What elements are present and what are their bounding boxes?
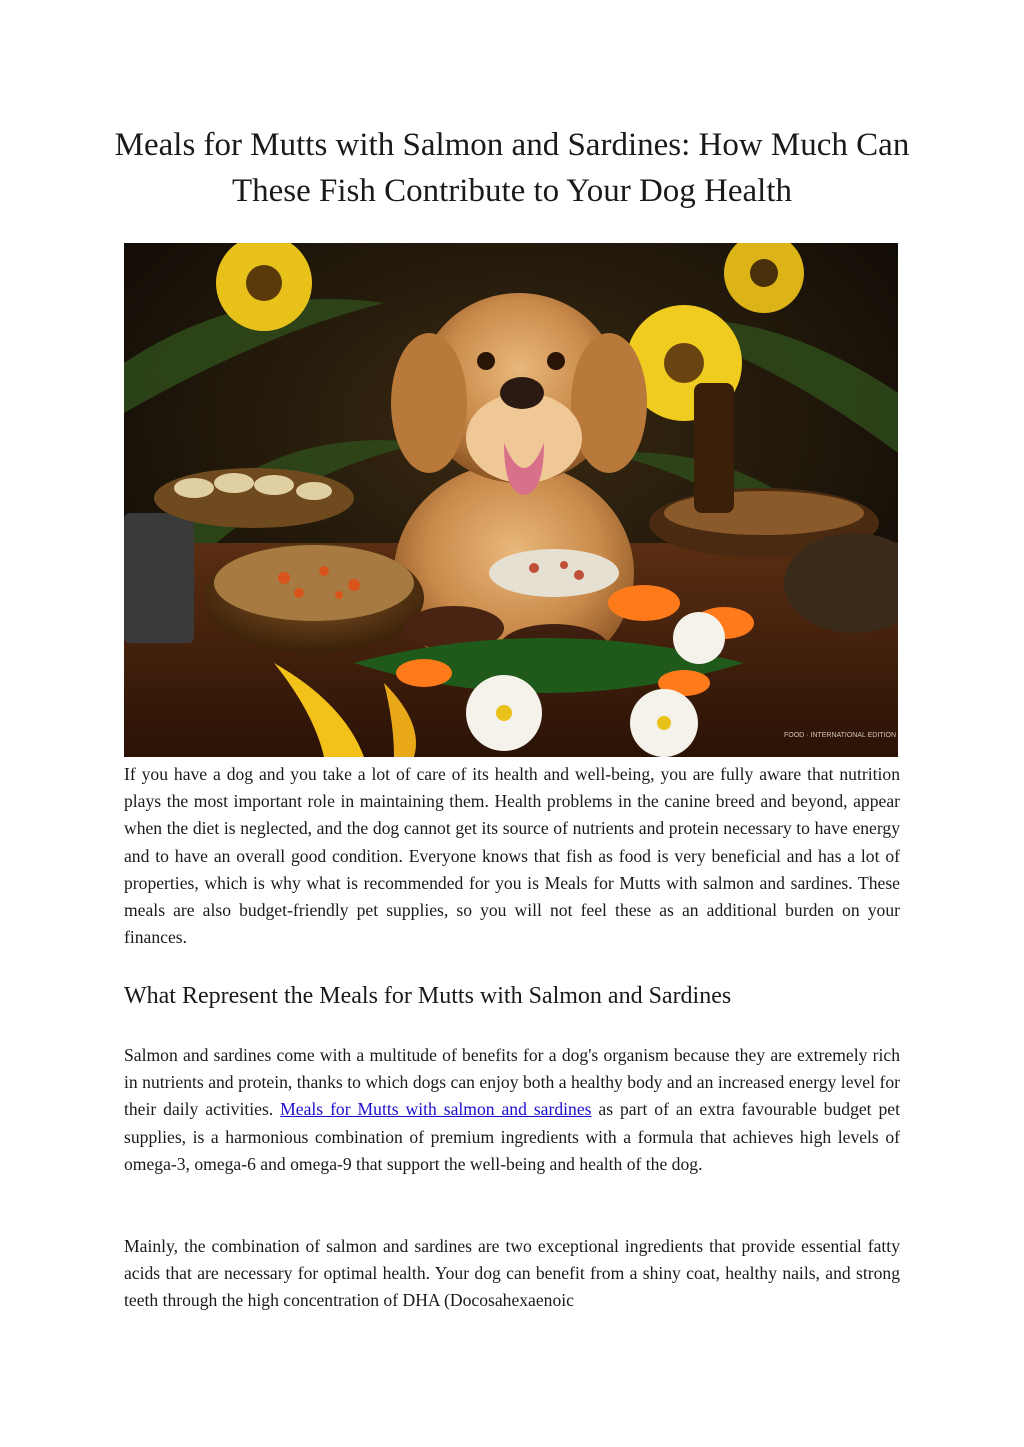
dog-with-meals-illustration: [124, 243, 898, 757]
paragraph-text-before-link: Salmon and sardines come with a multitude of benefits for a dog's organism because they are extremely rich in nutrients and protein, thanks to which dogs can enjoy both a healthy body and an increased energy level for their daily activities.: [124, 1045, 900, 1120]
intro-paragraph: If you have a dog and you take a lot of care of its health and well-being, you are fully aware that nutrition plays the most important role in maintaining them. Health problems in the canine breed and beyond, appear when the diet is neglected, and the dog cannot get its source of nutrients and protein necessary to have energy and to have an overall good condition. Everyone knows that fish as food is very beneficial and has a lot of properties, which is why what is recommended for you is Meals for Mutts with salmon and sardines. These meals are also budget-friendly pet supplies, so you will not feel these as an additional burden on your finances.: [124, 764, 900, 948]
image-watermark: FOOD · INTERNATIONAL EDITION: [784, 732, 897, 739]
section-heading: What Represent the Meals for Mutts with Salmon and Sardines: [124, 983, 732, 1009]
section-paragraph-2: Mainly, the combination of salmon and sardines are two exceptional ingredients that provide essential fatty acids that are necessary for optimal health. Your dog can benefit from a shiny coat, healthy nails, and strong teeth through the high concentration of DHA (Docosahexaenoic: [124, 1236, 900, 1311]
section-paragraph-1: [124, 1042, 900, 1178]
paragraph-text-after-link: as part of an extra favourable budget pet supplies, is a harmonious combination of premium ingredients with a formula that achieves high levels of omega-3, omega-6 and omega-9 that support the well-being and health of the dog.: [124, 1099, 900, 1174]
hero-image: [124, 243, 898, 757]
article-title: Meals for Mutts with Salmon and Sardines: How Much Can These Fish Contribute to Your Dog Health: [114, 127, 910, 209]
meals-for-mutts-link[interactable]: Meals for Mutts with salmon and sardines: [280, 1099, 592, 1120]
